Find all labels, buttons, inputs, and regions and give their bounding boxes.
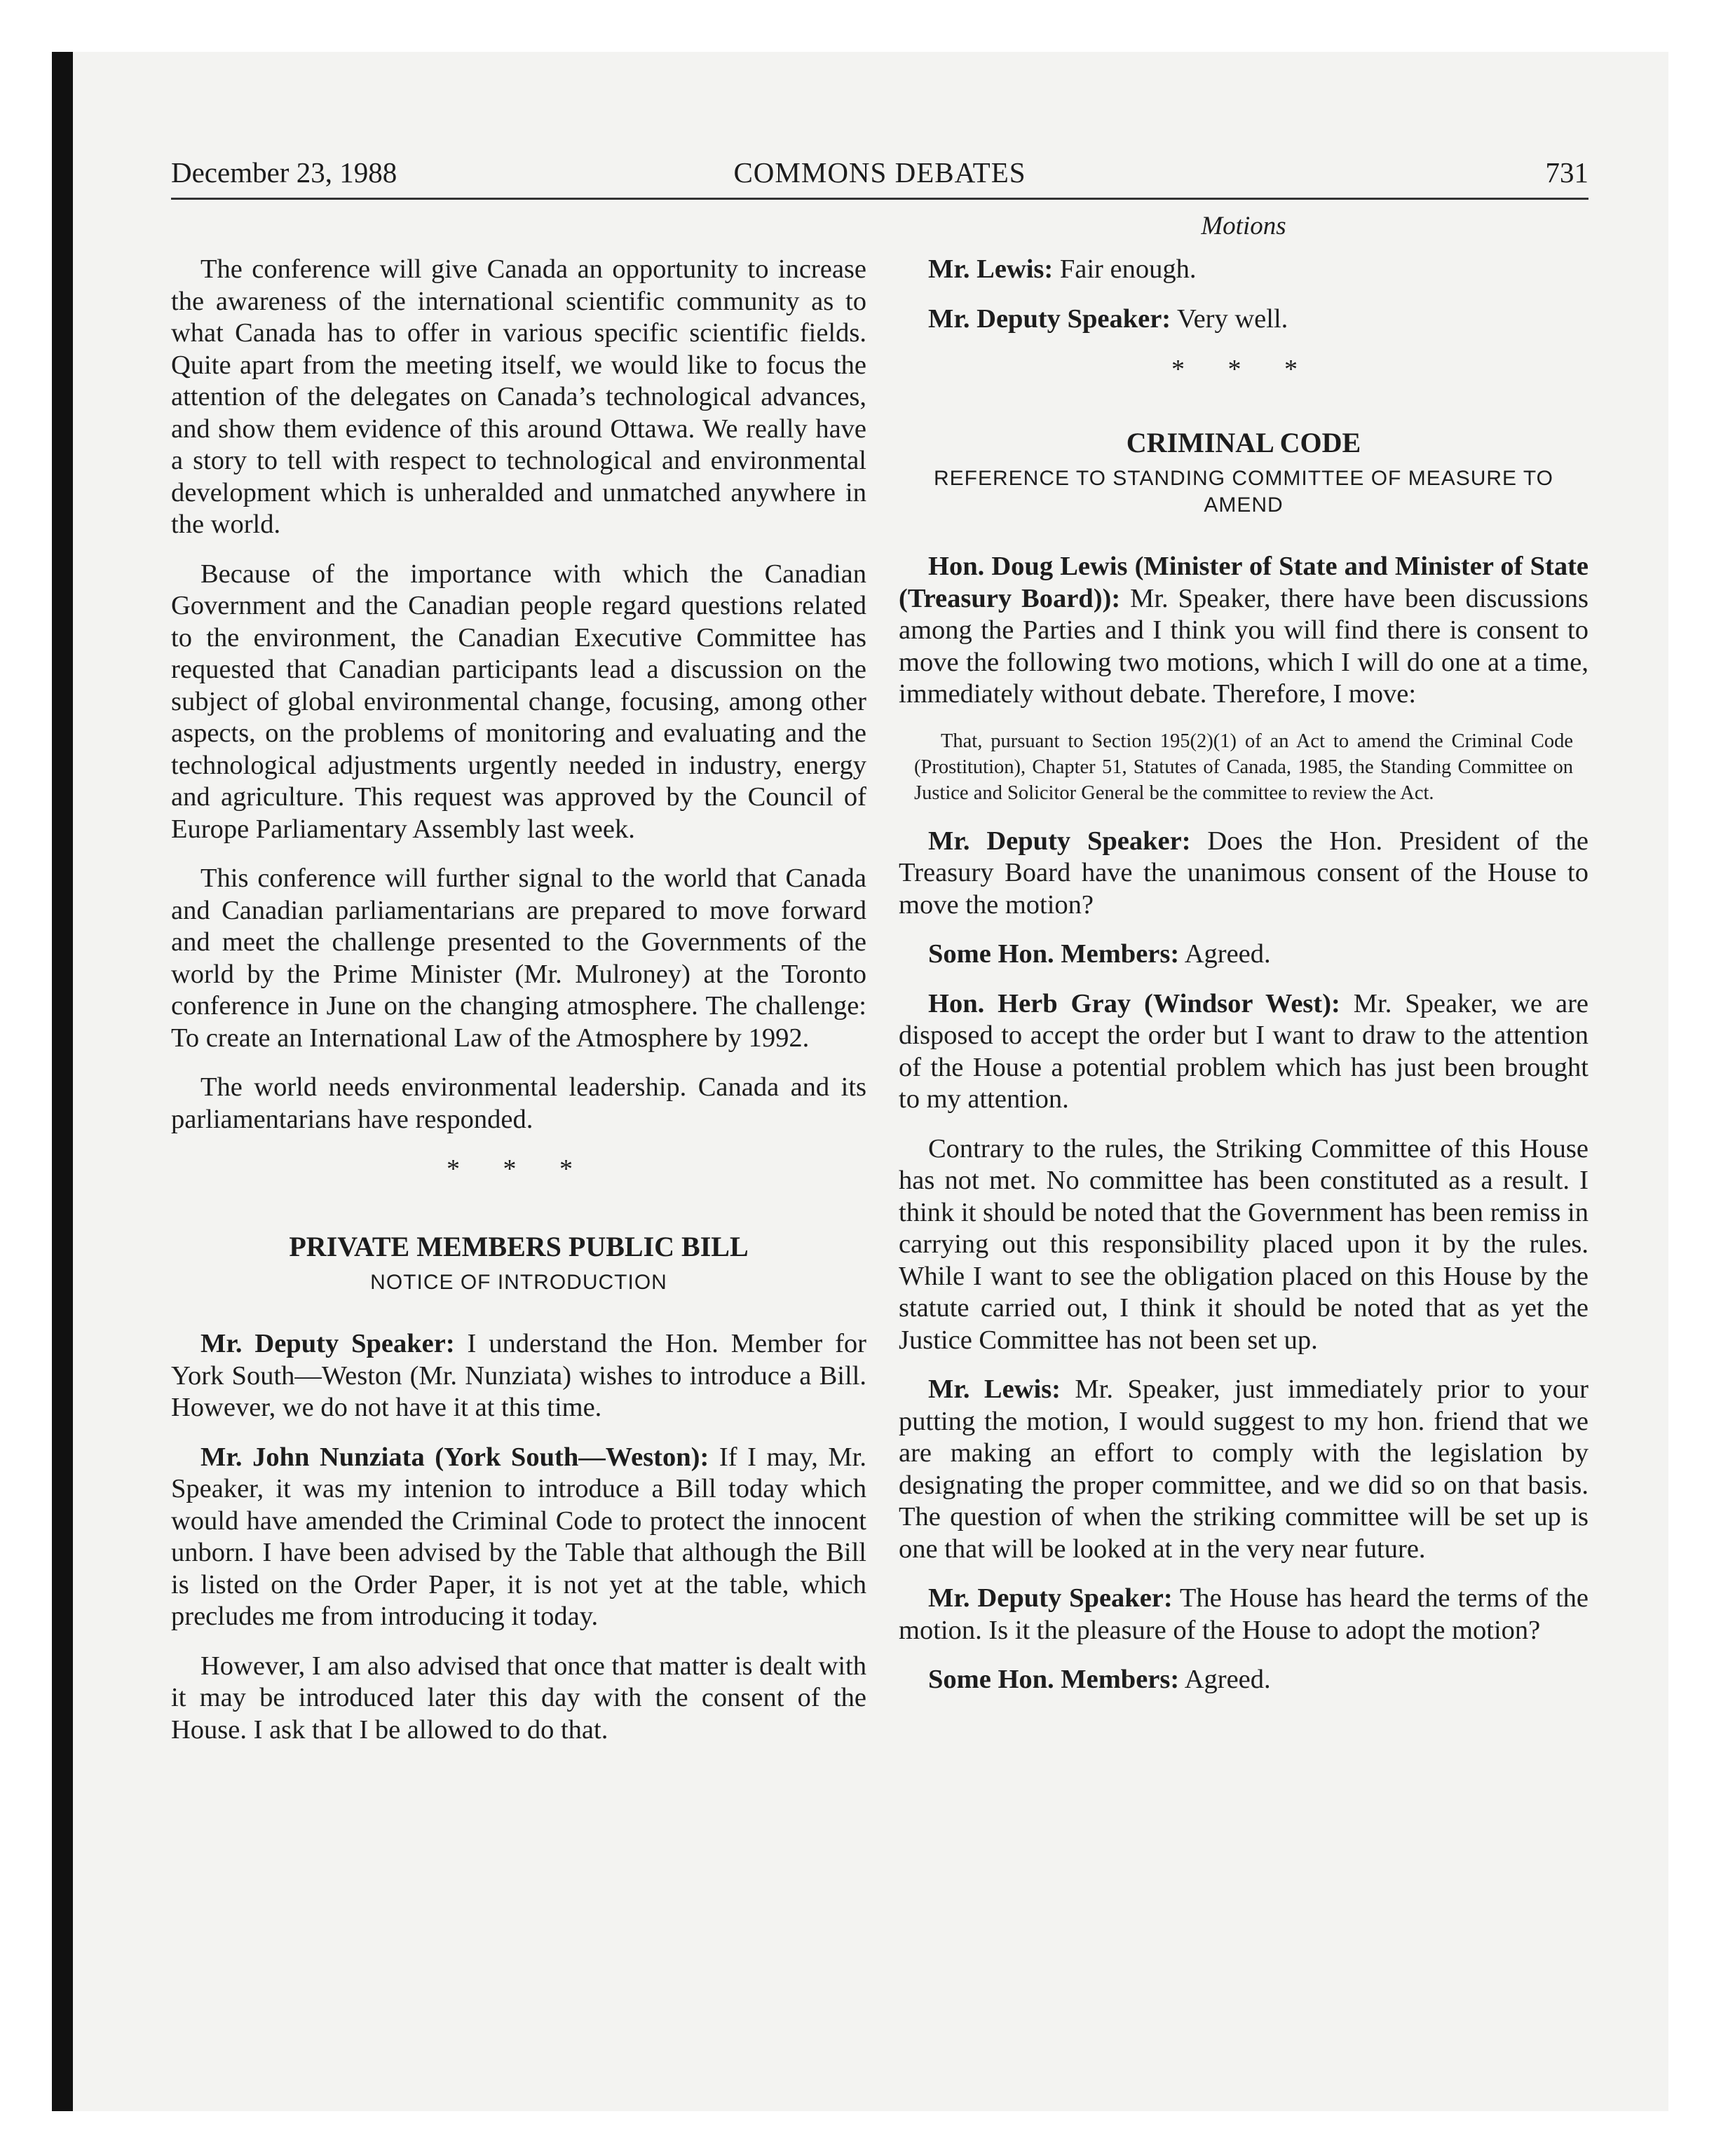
speech-text: Mr. Speaker, we are disposed to accept the order but I want to draw to the attention of the House a potential problem which has just been brought to my attention. [899,988,1588,1114]
paragraph: Because of the importance with which the Canadian Government and the Canadian people regard questions related to the environment, the Canadian Executive Committee has requested that Canadian participants lead a discussion on the subject of global environmental change, focusing, among other aspects, on the problems of monitoring and evaluating and the technological adjustments urgently needed in industry, energy and agriculture. This request was approved by the Council of Europe Parliamentary Assembly last week. [171,559,866,844]
speech-text: Very well. [1171,303,1288,334]
speaker-name: Mr. Lewis: [928,1374,1061,1404]
page-number: 731 [1545,156,1588,189]
paragraph: This conference will further signal to the world that Canada and Canadian parliamentarians are prepared to move forward and meet the challenge presented to the Governments of the world by the Prime Minister (Mr. Mulroney) at the Toronto conference in June on the changing atmosphere. The challenge: To create an International Law of the Atmosphere by 1992. [171,864,866,1053]
section-heading: CRIMINAL CODE [1126,427,1361,458]
speaker-name: Hon. Herb Gray (Windsor West): [928,988,1340,1018]
motion-text: That, pursuant to Section 195(2)(1) of an Act to amend the Criminal Code (Prostitution), Chapter 51, Statutes of Canada, 1985, the Standing Committee on Justice and Solicitor General be the committee to review the Act. [914,730,1573,804]
speech [171,1442,866,1633]
speaker-name: Mr. Deputy Speaker: [928,303,1171,334]
speech [899,1664,1588,1696]
header-title: COMMONS DEBATES [733,156,1026,189]
speech [899,303,1588,336]
speaker-name: Some Hon. Members: [928,1665,1180,1694]
paragraph: However, I am also advised that once that matter is dealt with it may be introduced later this day with the consent of the House. I ask that I be allowed to do that. [171,1651,866,1745]
speech-text: Mr. Speaker, just immediately prior to your putting the motion, I would suggest to my hon. friend that we are making an effort to comply with the legislation by designating the proper committee, and we did so on that basis. The question of when the striking committee will be set up is one that will be looked at in the very near future. [899,1374,1589,1564]
speech [899,939,1588,971]
speech [899,551,1588,711]
speech [171,1328,866,1424]
speech [899,254,1588,286]
speech-text: If I may, Mr. Speaker, it was my intenion to introduce a Bill today which would have amended the Criminal Code to protect the innocent unborn. I have been advised by the Table that although the Bill is listed on the Order Paper, it is not yet at the table, which precludes me from introducing it today. [171,1442,866,1631]
section-subheading: NOTICE OF INTRODUCTION [370,1271,667,1294]
scan-margin [0,0,1735,53]
speaker-name: Mr. Deputy Speaker: [928,1583,1173,1613]
page-header [171,156,1588,200]
paragraph: Contrary to the rules, the Striking Committee of this House has not met. No committee has been constituted as a result. I think it should be noted that the Government has been remiss in carrying out this responsibility placed upon it by the rules. While I want to see the obligation placed on this House by the statute carried out, I think it should be noted that as yet the Justice Committee has not been set up. [899,1133,1588,1355]
speech-text: Agreed. [1179,1665,1271,1694]
speech [899,988,1588,1116]
speaker-name: Mr. Deputy Speaker: [928,826,1191,856]
speaker-name: Mr. John Nunziata (York South—Weston): [200,1442,709,1472]
speaker-name: Mr. Deputy Speaker: [200,1329,455,1358]
speaker-name: Some Hon. Members: [928,939,1180,969]
speaker-name: Mr. Lewis: [928,254,1054,284]
speech-text: Fair enough. [1053,254,1197,284]
speech-text: Mr. Speaker, there have been discussions among the Parties and I think you will find there is consent to move the following two motions, which I will do one at a time, immediately without debate. Therefore, I move: [899,583,1589,709]
speech-text: Does the Hon. President of the Treasury Board have the unanimous consent of the House to move the motion? [899,826,1589,920]
section-subheading: REFERENCE TO STANDING COMMITTEE OF MEASURE TO AMEND [934,467,1553,517]
speech-text: Agreed. [1179,939,1271,969]
header-date: December 23, 1988 [171,156,397,189]
scan-edge-bar [52,52,73,2111]
section-separator: * * * [447,1154,591,1184]
speech-text: I understand the Hon. Member for York South—Weston (Mr. Nunziata) wishes to introduce a Bill. However, we do not have it at this time. [171,1329,867,1422]
speaker-name: Hon. Doug Lewis (Minister of State and Minister of State (Treasury Board)): [899,552,1588,613]
left-column [171,254,866,1763]
speech [899,1583,1588,1646]
section-heading: PRIVATE MEMBERS PUBLIC BILL [289,1231,749,1262]
right-column [899,210,1588,1714]
paragraph: The world needs environmental leadership. Canada and its parliamentarians have responded. [171,1072,866,1134]
section-separator: * * * [1171,355,1316,384]
speech [899,1374,1588,1565]
speech-text: The House has heard the terms of the motion. Is it the pleasure of the House to adopt the motion? [899,1583,1589,1645]
section-label: Motions [1201,212,1286,240]
paragraph: The conference will give Canada an opportunity to increase the awareness of the international scientific community as to what Canada has to offer in various specific scientific fields. Quite apart from the meeting itself, we would like to focus the attention of the delegates on Canada’s technological advances, and show them evidence of this around Ottawa. We really have a story to tell with respect to technological and environmental development which is unheralded and unmatched anywhere in the world. [171,254,866,539]
speech [899,826,1588,922]
